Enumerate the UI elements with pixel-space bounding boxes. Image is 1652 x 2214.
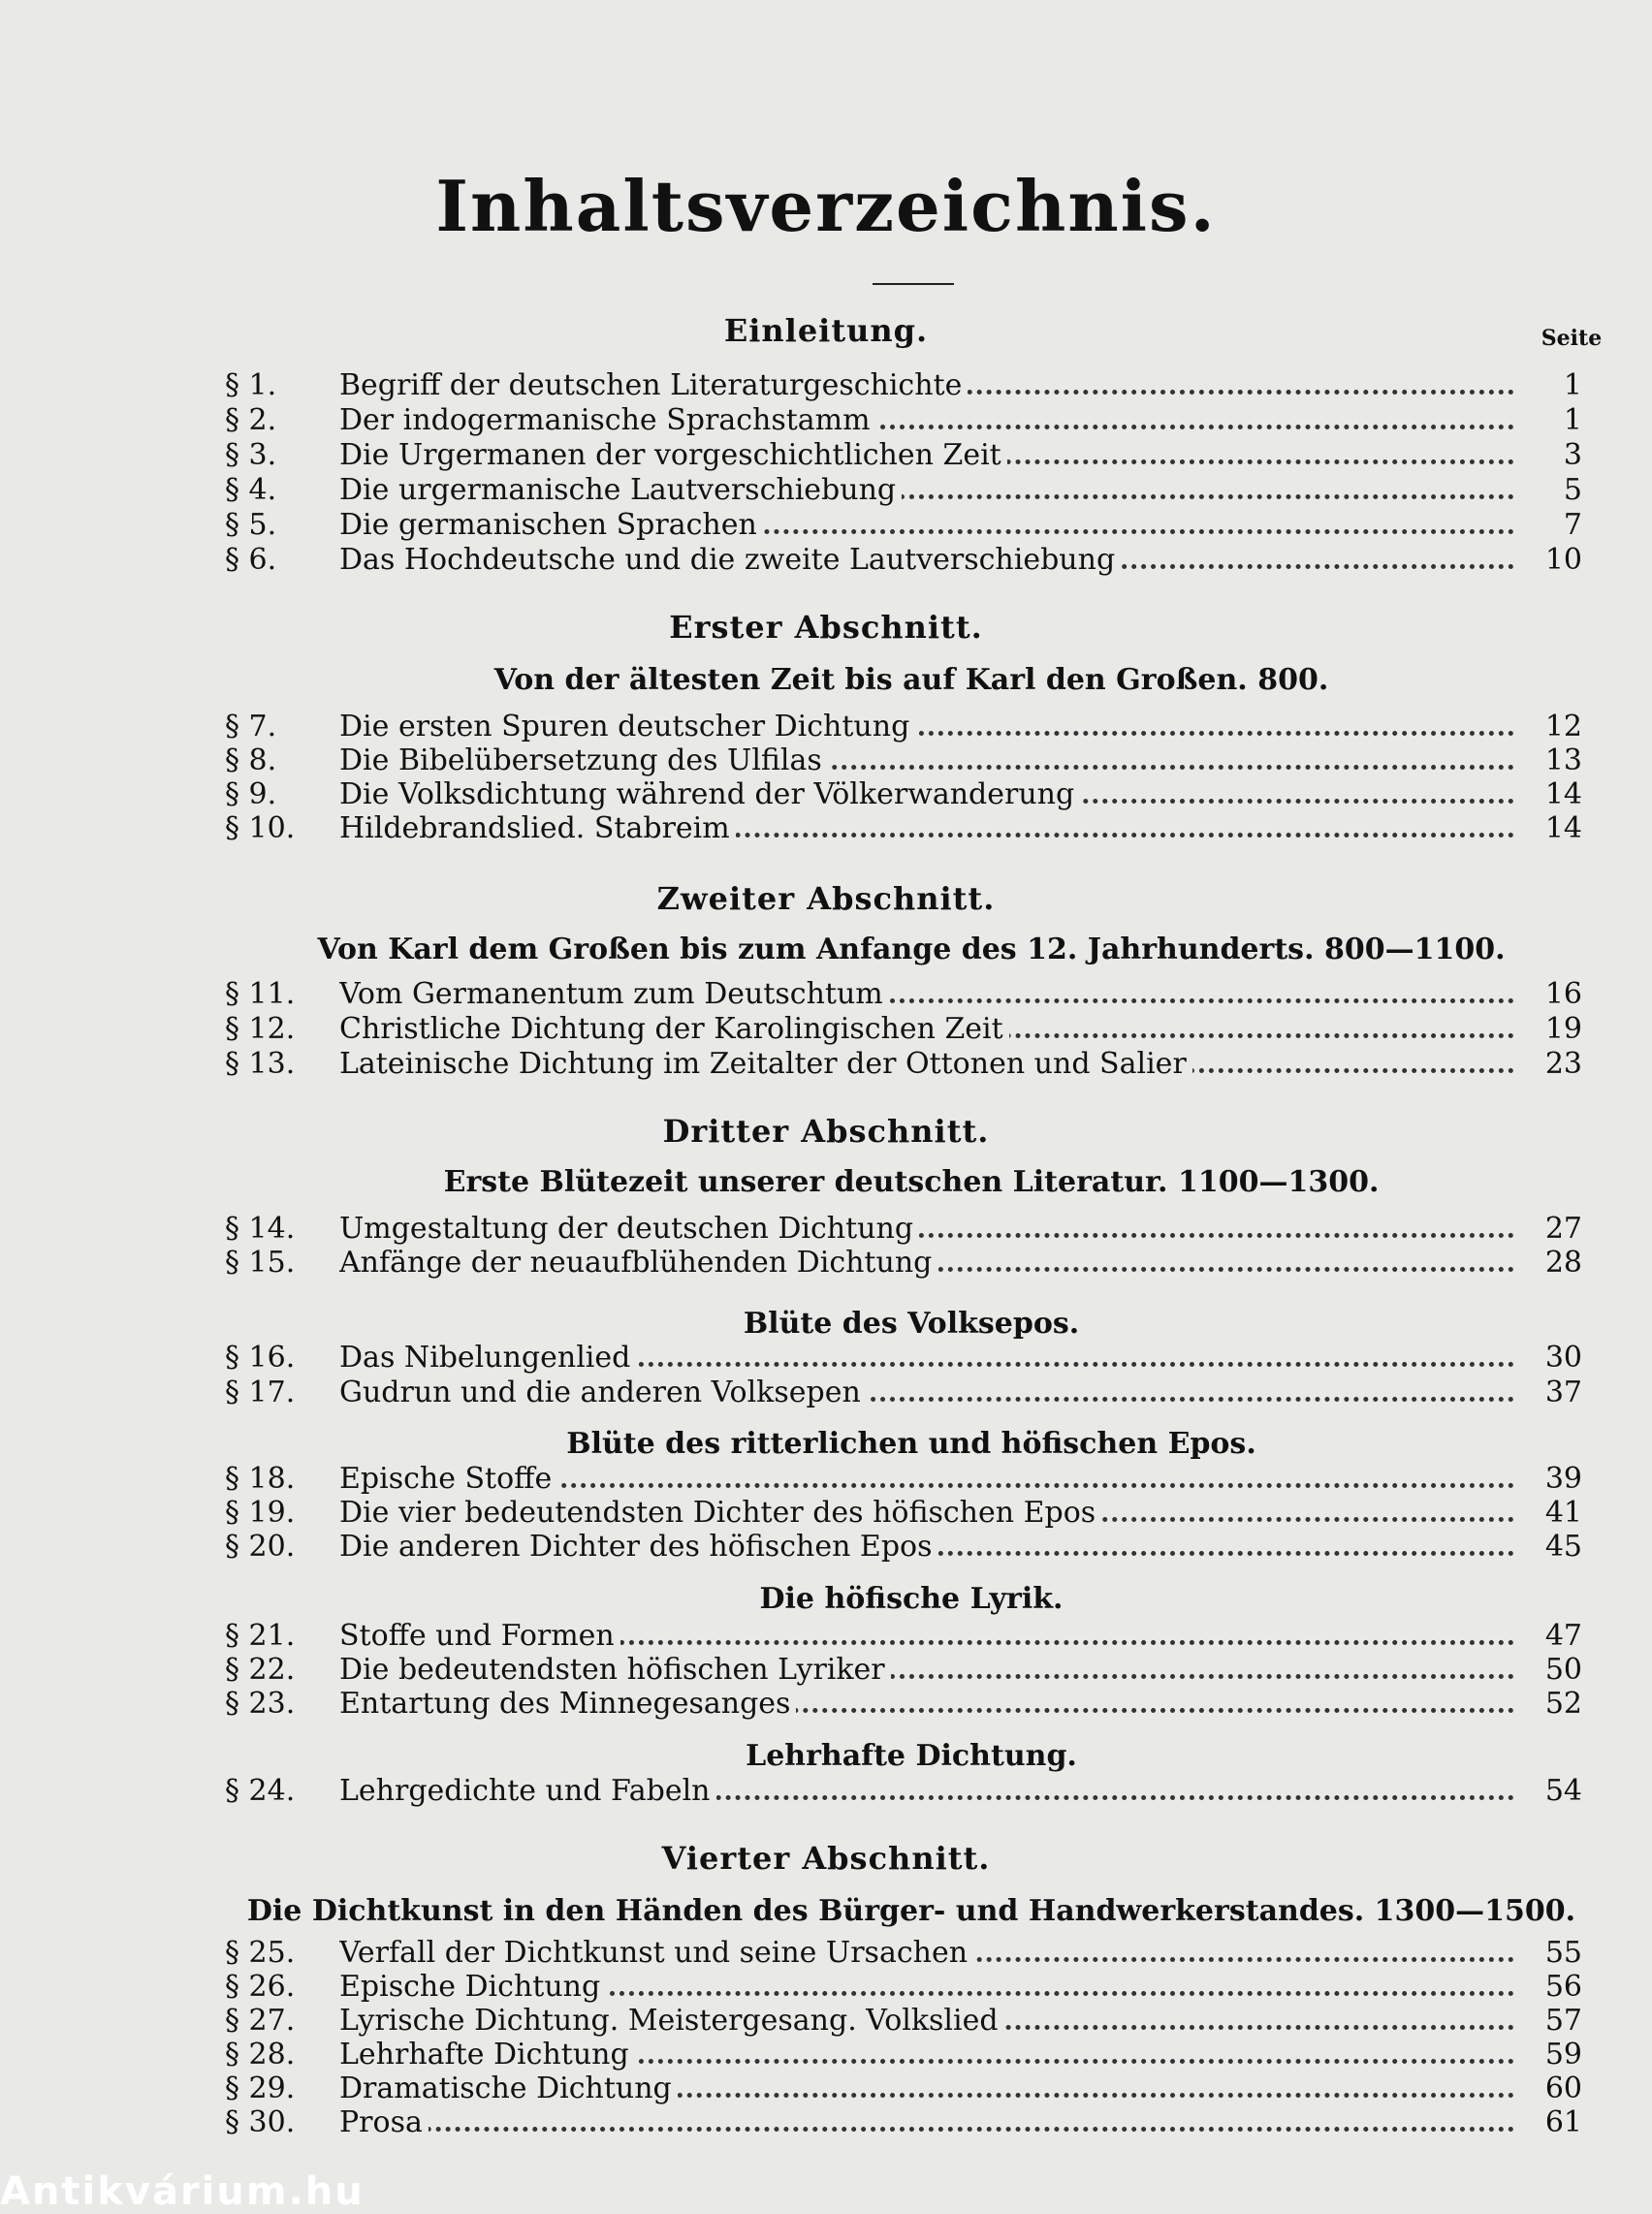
dot-leader <box>339 2105 1514 2132</box>
page-number: 16 <box>1514 977 1582 1012</box>
section-number: § 15. <box>225 1246 296 1280</box>
section-number: § 12. <box>225 1012 296 1046</box>
entry-title: Die ersten Spuren deutscher Dichtung <box>339 710 915 743</box>
toc-entry <box>225 1936 1582 1971</box>
entry-title: Lehrhafte Dichtung <box>339 2038 635 2072</box>
toc-entry <box>225 403 1582 438</box>
entry-title: Entartung des Minnegesanges <box>339 1687 796 1721</box>
section-number: § 3. <box>225 438 277 472</box>
abschnitt4-subtitle: Die Dichtkunst in den Händen des Bürger- und Handwerkerstandes. 1300—1500. <box>246 1894 1576 1928</box>
toc-entry <box>225 1687 1582 1722</box>
entry-title: Lyrische Dichtung. Meistergesang. Volkslied <box>339 2004 1004 2038</box>
section-number: § 25. <box>225 1936 296 1970</box>
page-number: 45 <box>1514 1530 1582 1565</box>
page-number: 54 <box>1514 1774 1582 1809</box>
page-number: 3 <box>1514 438 1582 473</box>
entry-title: Das Nibelungenlied <box>339 1341 636 1375</box>
entry-title: Lateinische Dichtung im Zeitalter der Ottonen und Salier <box>339 1047 1192 1081</box>
toc-entry <box>225 1496 1582 1531</box>
lyrik-subheading: Die höfische Lyrik. <box>759 1582 1064 1616</box>
page-number: 37 <box>1514 1376 1582 1410</box>
toc-entry <box>225 438 1582 473</box>
section-number: § 8. <box>225 743 277 777</box>
entry-title: Lehrgedichte und Fabeln <box>339 1774 716 1808</box>
section-number: § 23. <box>225 1687 296 1721</box>
page-number: 7 <box>1514 508 1582 543</box>
page-column-header: Seite <box>1541 326 1603 351</box>
page-number: 14 <box>1514 811 1582 846</box>
entry-title: Anfänge der neuaufblühenden Dichtung <box>339 1246 937 1280</box>
toc-entry <box>225 1012 1582 1047</box>
page-number: 30 <box>1514 1341 1582 1376</box>
section-number: § 22. <box>225 1653 296 1687</box>
page-number: 10 <box>1514 543 1582 578</box>
entry-title: Christliche Dichtung der Karolingischen Zeit <box>339 1012 1009 1046</box>
entry-title: Dramatische Dichtung <box>339 2072 678 2105</box>
entry-title: Stoffe und Formen <box>339 1619 620 1653</box>
page-number: 28 <box>1514 1246 1582 1281</box>
page-number: 5 <box>1514 473 1582 508</box>
section-number: § 20. <box>225 1530 296 1564</box>
toc-entry <box>225 1653 1582 1688</box>
section-number: § 2. <box>225 403 277 437</box>
toc-entry <box>225 1970 1582 2005</box>
section-number: § 11. <box>225 977 296 1011</box>
section-number: § 14. <box>225 1212 296 1246</box>
toc-entry <box>225 543 1582 578</box>
section-number: § 9. <box>225 777 277 811</box>
toc-entry <box>225 508 1582 543</box>
entry-title: Epische Dichtung <box>339 1970 606 2004</box>
entry-title: Hildebrandslied. Stabreim <box>339 811 736 845</box>
toc-entry <box>225 1212 1582 1247</box>
page-number: 12 <box>1514 710 1582 744</box>
section-number: § 6. <box>225 543 277 577</box>
section-number: § 18. <box>225 1462 296 1496</box>
page-number: 14 <box>1514 777 1582 812</box>
entry-title: Der indogermanische Sprachstamm <box>339 403 876 437</box>
entry-title: Die bedeutendsten höfischen Lyriker <box>339 1653 891 1687</box>
toc-entry <box>225 2004 1582 2039</box>
toc-entry <box>225 977 1582 1012</box>
entry-title: Umgestaltung der deutschen Dichtung <box>339 1212 919 1246</box>
page-number: 23 <box>1514 1047 1582 1082</box>
page-number: 19 <box>1514 1012 1582 1047</box>
page-number: 50 <box>1514 1653 1582 1688</box>
page-title: Inhaltsverzeichnis. <box>435 165 1217 247</box>
section-number: § 28. <box>225 2038 296 2072</box>
section-number: § 29. <box>225 2072 296 2105</box>
section-number: § 26. <box>225 1970 296 2004</box>
page-number: 27 <box>1514 1212 1582 1247</box>
abschnitt1-heading: Erster Abschnitt. <box>669 609 983 646</box>
toc-entry <box>225 2038 1582 2072</box>
title-rule <box>873 283 954 285</box>
page-number: 41 <box>1514 1496 1582 1531</box>
page-number: 13 <box>1514 743 1582 778</box>
page-number: 59 <box>1514 2038 1582 2072</box>
toc-entry <box>225 1376 1582 1410</box>
section-number: § 4. <box>225 473 277 507</box>
toc-entry <box>225 1047 1582 1082</box>
entry-title: Das Hochdeutsche und die zweite Lautverschiebung <box>339 543 1121 577</box>
toc-entry <box>225 2072 1582 2106</box>
page-number: 60 <box>1514 2072 1582 2106</box>
toc-entry <box>225 1462 1582 1497</box>
lehrhaft-subheading: Lehrhafte Dichtung. <box>746 1739 1077 1773</box>
page-number: 56 <box>1514 1970 1582 2005</box>
section-number: § 13. <box>225 1047 296 1081</box>
page-number: 55 <box>1514 1936 1582 1971</box>
page-number: 1 <box>1514 403 1582 438</box>
abschnitt3-heading: Dritter Abschnitt. <box>662 1113 990 1150</box>
page-number: 47 <box>1514 1619 1582 1654</box>
entry-title: Prosa <box>339 2105 429 2139</box>
section-number: § 5. <box>225 508 277 542</box>
toc-entry <box>225 811 1582 846</box>
page-number: 57 <box>1514 2004 1582 2039</box>
page-number: 52 <box>1514 1687 1582 1722</box>
page-number: 61 <box>1514 2105 1582 2140</box>
entry-title: Die Volksdichtung während der Völkerwanderung <box>339 777 1080 811</box>
toc-entry <box>225 473 1582 508</box>
section-number: § 7. <box>225 710 277 743</box>
section-number: § 27. <box>225 2004 296 2038</box>
page-number: 1 <box>1514 368 1582 403</box>
entry-title: Die Bibelübersetzung des Ulfilas <box>339 743 828 777</box>
toc-entry <box>225 1341 1582 1376</box>
section-number: § 17. <box>225 1376 296 1409</box>
abschnitt3-subtitle: Erste Blütezeit unserer deutschen Literatur. 1100—1300. <box>443 1165 1380 1199</box>
abschnitt1-subtitle: Von der ältesten Zeit bis auf Karl den Großen. 800. <box>493 663 1329 697</box>
entry-title: Gudrun und die anderen Volksepen <box>339 1376 867 1409</box>
abschnitt2-subtitle: Von Karl dem Großen bis zum Anfange des 12. Jahrhunderts. 800—1100. <box>317 933 1506 966</box>
toc-entry <box>225 368 1582 403</box>
section-number: § 1. <box>225 368 277 402</box>
abschnitt4-heading: Vierter Abschnitt. <box>661 1840 991 1877</box>
entry-title: Epische Stoffe <box>339 1462 557 1496</box>
toc-entry <box>225 1619 1582 1654</box>
volksepos-subheading: Blüte des Volksepos. <box>743 1307 1080 1341</box>
toc-entry <box>225 743 1582 778</box>
entry-title: Verfall der Dichtkunst und seine Ursachen <box>339 1936 973 1970</box>
toc-entry <box>225 710 1582 744</box>
entry-title: Die Urgermanen der vorgeschichtlichen Zeit <box>339 438 1007 472</box>
einleitung-heading: Einleitung. <box>723 312 929 349</box>
toc-entry <box>225 1774 1582 1809</box>
entry-title: Begriff der deutschen Literaturgeschichte <box>339 368 968 402</box>
section-number: § 10. <box>225 811 296 845</box>
watermark: Antikvárium.hu <box>0 2169 365 2214</box>
entry-title: Die germanischen Sprachen <box>339 508 763 542</box>
entry-title: Vom Germanentum zum Deutschtum <box>339 977 889 1011</box>
section-number: § 21. <box>225 1619 296 1653</box>
ritter-subheading: Blüte des ritterlichen und höfischen Epos. <box>566 1427 1256 1461</box>
section-number: § 30. <box>225 2105 296 2139</box>
entry-title: Die urgermanische Lautverschiebung <box>339 473 902 507</box>
section-number: § 16. <box>225 1341 296 1375</box>
section-number: § 19. <box>225 1496 296 1530</box>
toc-entry <box>225 777 1582 812</box>
page-number: 39 <box>1514 1462 1582 1497</box>
toc-entry <box>225 1246 1582 1281</box>
entry-title: Die anderen Dichter des höfischen Epos <box>339 1530 937 1564</box>
section-number: § 24. <box>225 1774 296 1808</box>
toc-entry <box>225 2105 1582 2140</box>
entry-title: Die vier bedeutendsten Dichter des höfischen Epos <box>339 1496 1101 1530</box>
abschnitt2-heading: Zweiter Abschnitt. <box>656 880 996 917</box>
toc-entry <box>225 1530 1582 1565</box>
